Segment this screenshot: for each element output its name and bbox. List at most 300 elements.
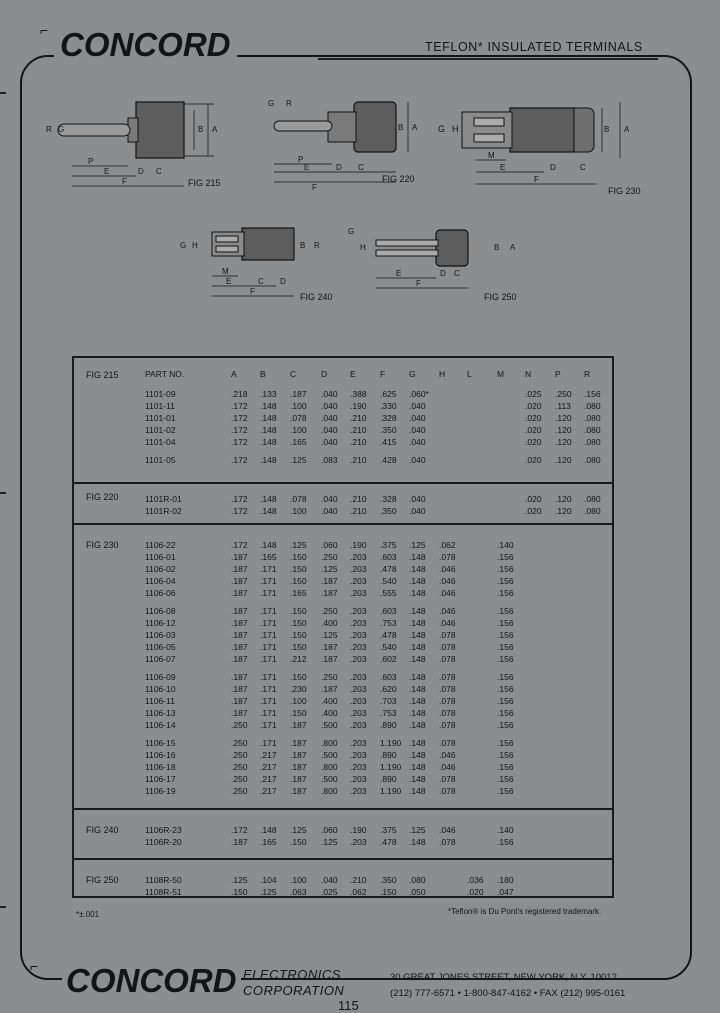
company-name — [243, 967, 344, 999]
dim-cell-d: .040 — [321, 413, 338, 423]
dim-cell-m: .156 — [497, 738, 514, 748]
dim-cell-m: .156 — [497, 684, 514, 694]
dim-cell-c: .187 — [290, 750, 307, 760]
dim-cell-r: .080 — [584, 401, 601, 411]
dim-cell-a: .250 — [231, 786, 248, 796]
dim-cell-e: .210 — [350, 455, 367, 465]
dim-cell-e: .210 — [350, 425, 367, 435]
dim-cell-g: .148 — [409, 588, 426, 598]
part-number-cell: 1106-16 — [145, 750, 176, 760]
dim-d: D — [550, 163, 556, 172]
dim-cell-h: .078 — [439, 786, 456, 796]
dim-cell-b: .171 — [260, 630, 277, 640]
fig-230-label: FIG 230 — [608, 186, 641, 196]
dim-cell-f: .753 — [380, 618, 397, 628]
dim-cell-e: .203 — [350, 588, 367, 598]
dim-e: E — [226, 277, 232, 286]
dim-b: B — [398, 123, 404, 132]
dim-cell-d: .187 — [321, 588, 338, 598]
dim-cell-m: .156 — [497, 606, 514, 616]
dim-cell-g: .148 — [409, 738, 426, 748]
fig-240-drawing — [180, 228, 333, 302]
dim-cell-e: .203 — [350, 786, 367, 796]
dim-cell-e: .203 — [350, 762, 367, 772]
part-number-cell: 1106-17 — [145, 774, 176, 784]
dim-a: A — [624, 125, 630, 134]
group-divider — [72, 808, 614, 810]
part-number-cell: 1106-06 — [145, 588, 176, 598]
dim-cell-a: .250 — [231, 720, 248, 730]
dim-cell-d: .187 — [321, 642, 338, 652]
dim-cell-m: .156 — [497, 588, 514, 598]
dim-cell-e: .203 — [350, 738, 367, 748]
fig-250-drawing — [348, 227, 517, 302]
dim-cell-r: .080 — [584, 494, 601, 504]
fig-215-drawing — [46, 102, 221, 188]
dim-cell-r: .080 — [584, 425, 601, 435]
dim-cell-d: .083 — [321, 455, 338, 465]
dim-p: P — [298, 155, 304, 164]
dim-cell-f: .150 — [380, 887, 397, 897]
dim-cell-a: .172 — [231, 425, 248, 435]
dim-cell-e: .203 — [350, 720, 367, 730]
dim-cell-c: .187 — [290, 762, 307, 772]
dim-cell-b: .171 — [260, 606, 277, 616]
dim-cell-m: .140 — [497, 540, 514, 550]
part-number-cell: 1106-12 — [145, 618, 176, 628]
dim-cell-b: .217 — [260, 750, 277, 760]
dim-cell-h: .078 — [439, 684, 456, 694]
dim-d: D — [138, 167, 144, 176]
dim-cell-g: .148 — [409, 618, 426, 628]
fig-250-label: FIG 250 — [484, 292, 517, 302]
dim-cell-g: .148 — [409, 786, 426, 796]
dim-cell-m: .156 — [497, 696, 514, 706]
dim-r: R — [286, 99, 292, 108]
dim-cell-m: .156 — [497, 786, 514, 796]
dim-cell-d: .040 — [321, 494, 338, 504]
dim-cell-h: .046 — [439, 750, 456, 760]
dim-cell-p: .120 — [555, 413, 572, 423]
part-number-cell: 1106-08 — [145, 606, 176, 616]
part-number-cell: 1106-04 — [145, 576, 176, 586]
dim-cell-f: .478 — [380, 630, 397, 640]
dim-cell-d: .187 — [321, 576, 338, 586]
dim-cell-a: .250 — [231, 762, 248, 772]
dim-cell-e: .203 — [350, 618, 367, 628]
dim-cell-g: .040 — [409, 425, 426, 435]
dim-cell-g: .040 — [409, 506, 426, 516]
dim-cell-f: .350 — [380, 875, 397, 885]
part-number-cell: 1101R-01 — [145, 494, 182, 504]
dim-cell-e: .190 — [350, 540, 367, 550]
dim-cell-d: .040 — [321, 425, 338, 435]
dim-cell-d: .040 — [321, 875, 338, 885]
dim-cell-l: .020 — [467, 887, 484, 897]
dim-cell-a: .187 — [231, 588, 248, 598]
dim-cell-b: .171 — [260, 720, 277, 730]
dim-cell-e: .190 — [350, 401, 367, 411]
dim-cell-m: .180 — [497, 875, 514, 885]
dim-cell-f: .703 — [380, 696, 397, 706]
header-rule — [318, 58, 658, 60]
dim-cell-d: .800 — [321, 762, 338, 772]
dim-cell-f: .890 — [380, 774, 397, 784]
group-divider — [72, 523, 614, 525]
dim-cell-b: .148 — [260, 540, 277, 550]
dim-g: G — [438, 124, 446, 134]
dim-cell-h: .046 — [439, 762, 456, 772]
dim-cell-c: .150 — [290, 837, 307, 847]
company-address — [390, 970, 625, 1002]
dim-cell-h: .078 — [439, 696, 456, 706]
dim-cell-p: .120 — [555, 506, 572, 516]
dim-cell-a: .172 — [231, 401, 248, 411]
dim-a: A — [412, 123, 418, 132]
dim-cell-a: .187 — [231, 684, 248, 694]
dim-cell-n: .020 — [525, 413, 542, 423]
dim-cell-f: .555 — [380, 588, 397, 598]
dim-cell-m: .156 — [497, 837, 514, 847]
dim-cell-g: .040 — [409, 455, 426, 465]
dim-cell-g: .125 — [409, 825, 426, 835]
dim-cell-g: .148 — [409, 696, 426, 706]
figure-group-label: FIG 220 — [86, 492, 119, 502]
dim-cell-r: .080 — [584, 437, 601, 447]
part-number-cell: 1106-02 — [145, 564, 176, 574]
dim-cell-d: .250 — [321, 606, 338, 616]
fig-215-label: FIG 215 — [188, 178, 221, 188]
dim-cell-g: .148 — [409, 837, 426, 847]
dim-cell-a: .150 — [231, 887, 248, 897]
dim-h: H — [452, 124, 459, 134]
dim-cell-c: .150 — [290, 708, 307, 718]
dim-cell-n: .020 — [525, 401, 542, 411]
dim-cell-h: .078 — [439, 837, 456, 847]
dim-b: B — [198, 125, 204, 134]
dim-cell-h: .046 — [439, 564, 456, 574]
dim-cell-f: .478 — [380, 837, 397, 847]
dim-cell-f: .603 — [380, 672, 397, 682]
dim-cell-f: .375 — [380, 825, 397, 835]
column-header: M — [497, 369, 505, 379]
dim-cell-a: .187 — [231, 654, 248, 664]
header-logo: CONCORD — [54, 26, 237, 64]
dim-cell-n: .020 — [525, 455, 542, 465]
dim-cell-e: .203 — [350, 708, 367, 718]
dim-cell-h: .078 — [439, 552, 456, 562]
dim-cell-f: .540 — [380, 642, 397, 652]
dim-cell-m: .156 — [497, 762, 514, 772]
dim-cell-d: .060 — [321, 540, 338, 550]
dim-c: C — [454, 269, 460, 278]
part-number-cell: 1106-09 — [145, 672, 176, 682]
dim-cell-h: .062 — [439, 540, 456, 550]
dim-cell-m: .156 — [497, 750, 514, 760]
dim-cell-b: .148 — [260, 413, 277, 423]
dim-e: E — [500, 163, 506, 172]
part-number-cell: 1101-01 — [145, 413, 176, 423]
dim-cell-d: .025 — [321, 887, 338, 897]
dim-cell-d: .250 — [321, 672, 338, 682]
dim-cell-e: .203 — [350, 564, 367, 574]
margin-tick — [0, 92, 6, 94]
column-header: A — [231, 369, 237, 379]
figure-group-label: FIG 215 — [86, 370, 119, 380]
fig-220-label: FIG 220 — [382, 174, 415, 184]
dim-cell-g: .148 — [409, 762, 426, 772]
dim-cell-m: .156 — [497, 774, 514, 784]
dim-a: A — [212, 125, 218, 134]
dim-cell-g: .060* — [409, 389, 429, 399]
dim-cell-b: .171 — [260, 576, 277, 586]
address-line: 30 GREAT JONES STREET, NEW YORK, N.Y. 10012 — [390, 972, 617, 983]
dim-cell-g: .040 — [409, 401, 426, 411]
dim-cell-n: .020 — [525, 425, 542, 435]
dim-b: B — [300, 241, 306, 250]
dim-cell-m: .156 — [497, 630, 514, 640]
trademark-note: *Teflon® is Du Pont's registered trademark. — [448, 907, 602, 916]
group-divider — [72, 482, 614, 484]
dim-cell-d: .125 — [321, 630, 338, 640]
dim-cell-b: .171 — [260, 672, 277, 682]
dim-cell-b: .148 — [260, 506, 277, 516]
part-number-cell: 1101-04 — [145, 437, 176, 447]
dim-cell-e: .203 — [350, 552, 367, 562]
part-number-cell: 1106R-23 — [145, 825, 182, 835]
dim-g: G — [268, 99, 275, 108]
dim-cell-d: .187 — [321, 684, 338, 694]
dim-cell-a: .250 — [231, 738, 248, 748]
dim-cell-h: .046 — [439, 618, 456, 628]
dim-cell-p: .113 — [555, 401, 571, 411]
dim-cell-h: .046 — [439, 576, 456, 586]
part-number-cell: 1108R-51 — [145, 887, 182, 897]
column-header: D — [321, 369, 328, 379]
dim-cell-c: .100 — [290, 425, 307, 435]
dim-cell-a: .187 — [231, 552, 248, 562]
part-number-cell: 1106-03 — [145, 630, 176, 640]
terminal-drawings — [36, 90, 676, 320]
dim-cell-m: .156 — [497, 720, 514, 730]
dim-cell-n: .020 — [525, 506, 542, 516]
part-number-cell: 1108R-50 — [145, 875, 182, 885]
dim-cell-c: .165 — [290, 588, 307, 598]
figure-group-label: FIG 230 — [86, 540, 119, 550]
dim-cell-c: .230 — [290, 684, 307, 694]
dim-b: B — [494, 243, 500, 252]
dim-cell-g: .148 — [409, 576, 426, 586]
dim-cell-a: .172 — [231, 494, 248, 504]
dim-cell-a: .125 — [231, 875, 248, 885]
dim-h: H — [192, 241, 198, 250]
column-header: N — [525, 369, 532, 379]
dim-cell-a: .187 — [231, 642, 248, 652]
dim-cell-d: .250 — [321, 552, 338, 562]
dim-cell-b: .171 — [260, 708, 277, 718]
dim-cell-r: .156 — [584, 389, 601, 399]
dim-cell-g: .148 — [409, 606, 426, 616]
part-number-cell: 1106-15 — [145, 738, 176, 748]
dim-cell-g: .148 — [409, 552, 426, 562]
dim-cell-h: .078 — [439, 708, 456, 718]
logo-swoosh-icon: ⌐ — [30, 958, 39, 974]
part-number-cell: 1106-22 — [145, 540, 176, 550]
dim-cell-c: .100 — [290, 696, 307, 706]
dim-cell-f: .753 — [380, 708, 397, 718]
dim-e: E — [396, 269, 402, 278]
dim-f: F — [250, 287, 255, 296]
part-number-cell: 1106-11 — [145, 696, 175, 706]
dim-cell-b: .217 — [260, 762, 277, 772]
figure-group-label: FIG 250 — [86, 875, 119, 885]
dim-cell-b: .165 — [260, 552, 277, 562]
dim-cell-f: .603 — [380, 606, 397, 616]
dim-cell-f: .330 — [380, 401, 397, 411]
dim-cell-g: .148 — [409, 654, 426, 664]
dim-cell-g: .148 — [409, 564, 426, 574]
dim-cell-b: .171 — [260, 642, 277, 652]
dim-cell-c: .100 — [290, 401, 307, 411]
dim-cell-c: .150 — [290, 576, 307, 586]
part-number-cell: 1106-18 — [145, 762, 176, 772]
dim-cell-m: .156 — [497, 552, 514, 562]
dim-cell-c: .150 — [290, 618, 307, 628]
dim-cell-a: .187 — [231, 618, 248, 628]
dim-cell-g: .148 — [409, 720, 426, 730]
dim-cell-a: .187 — [231, 576, 248, 586]
dim-cell-d: .060 — [321, 825, 338, 835]
dim-d: D — [336, 163, 342, 172]
dim-cell-f: 1.190 — [380, 762, 402, 772]
dim-cell-r: .080 — [584, 455, 601, 465]
fig-230-drawing — [438, 102, 641, 196]
dim-cell-n: .025 — [525, 389, 542, 399]
dim-cell-c: .150 — [290, 642, 307, 652]
dim-cell-e: .210 — [350, 875, 367, 885]
dim-cell-b: .171 — [260, 564, 277, 574]
dim-cell-m: .156 — [497, 654, 514, 664]
dim-cell-f: .478 — [380, 564, 397, 574]
dim-cell-b: .217 — [260, 774, 277, 784]
part-number-cell: 1106-19 — [145, 786, 176, 796]
dim-cell-b: .171 — [260, 696, 277, 706]
dim-cell-d: .040 — [321, 506, 338, 516]
dim-cell-d: .125 — [321, 564, 338, 574]
dim-cell-c: .187 — [290, 720, 307, 730]
dim-cell-m: .156 — [497, 618, 514, 628]
dim-cell-c: .125 — [290, 825, 307, 835]
column-header: E — [350, 369, 356, 379]
dim-cell-p: .120 — [555, 455, 572, 465]
margin-tick — [0, 906, 6, 908]
dim-cell-c: .078 — [290, 413, 307, 423]
dim-cell-b: .148 — [260, 455, 277, 465]
dim-cell-f: .625 — [380, 389, 397, 399]
dim-cell-f: .328 — [380, 494, 397, 504]
dim-cell-h: .078 — [439, 654, 456, 664]
dim-cell-c: .063 — [290, 887, 307, 897]
dim-cell-e: .210 — [350, 413, 367, 423]
part-number-cell: 1106R-20 — [145, 837, 182, 847]
dim-cell-b: .217 — [260, 786, 277, 796]
dim-cell-f: .415 — [380, 437, 397, 447]
dim-cell-m: .156 — [497, 564, 514, 574]
dim-cell-m: .156 — [497, 576, 514, 586]
dim-cell-e: .210 — [350, 494, 367, 504]
dim-cell-p: .120 — [555, 494, 572, 504]
dim-cell-b: .125 — [260, 887, 277, 897]
dim-cell-d: .187 — [321, 654, 338, 664]
dim-cell-d: .800 — [321, 786, 338, 796]
dim-cell-h: .078 — [439, 642, 456, 652]
dim-cell-b: .148 — [260, 425, 277, 435]
dim-cell-b: .148 — [260, 401, 277, 411]
dim-cell-e: .203 — [350, 837, 367, 847]
dim-cell-b: .171 — [260, 618, 277, 628]
dim-cell-b: .165 — [260, 837, 277, 847]
dim-cell-c: .125 — [290, 540, 307, 550]
dim-cell-c: .150 — [290, 672, 307, 682]
dim-cell-c: .100 — [290, 506, 307, 516]
dim-cell-c: .078 — [290, 494, 307, 504]
dim-a: A — [510, 243, 516, 252]
dim-cell-f: .890 — [380, 720, 397, 730]
dim-e: E — [304, 163, 310, 172]
part-number-cell: 1106-05 — [145, 642, 176, 652]
margin-tick — [0, 492, 6, 494]
dim-c: C — [258, 277, 264, 286]
dim-cell-b: .148 — [260, 825, 277, 835]
dim-cell-b: .148 — [260, 494, 277, 504]
dim-cell-m: .156 — [497, 672, 514, 682]
dim-cell-r: .080 — [584, 413, 601, 423]
dim-cell-f: 1.190 — [380, 786, 402, 796]
dim-cell-c: .187 — [290, 786, 307, 796]
dim-cell-h: .046 — [439, 606, 456, 616]
dim-cell-e: .203 — [350, 630, 367, 640]
column-header: R — [584, 369, 591, 379]
column-header: H — [439, 369, 446, 379]
dim-cell-a: .172 — [231, 437, 248, 447]
dim-cell-a: .218 — [231, 389, 248, 399]
dim-cell-d: .500 — [321, 750, 338, 760]
dim-cell-a: .187 — [231, 696, 248, 706]
dim-cell-e: .203 — [350, 774, 367, 784]
dim-cell-c: .100 — [290, 875, 307, 885]
dim-cell-f: .428 — [380, 455, 397, 465]
dim-b: B — [604, 125, 610, 134]
dim-cell-m: .156 — [497, 708, 514, 718]
dim-cell-e: .388 — [350, 389, 367, 399]
dim-cell-e: .203 — [350, 672, 367, 682]
page-title: TEFLON* INSULATED TERMINALS — [425, 40, 643, 54]
dim-e: E — [104, 167, 110, 176]
dim-cell-e: .203 — [350, 696, 367, 706]
dim-cell-c: .150 — [290, 630, 307, 640]
dim-cell-p: .250 — [555, 389, 572, 399]
part-number-cell: 1106-10 — [145, 684, 176, 694]
dim-cell-c: .150 — [290, 552, 307, 562]
dim-cell-c: .187 — [290, 389, 307, 399]
dim-cell-a: .187 — [231, 564, 248, 574]
dim-cell-b: .148 — [260, 437, 277, 447]
part-number-cell: 1106-01 — [145, 552, 176, 562]
dim-cell-e: .203 — [350, 750, 367, 760]
dim-cell-d: .500 — [321, 774, 338, 784]
dim-cell-h: .078 — [439, 738, 456, 748]
dim-g: G — [348, 227, 355, 236]
